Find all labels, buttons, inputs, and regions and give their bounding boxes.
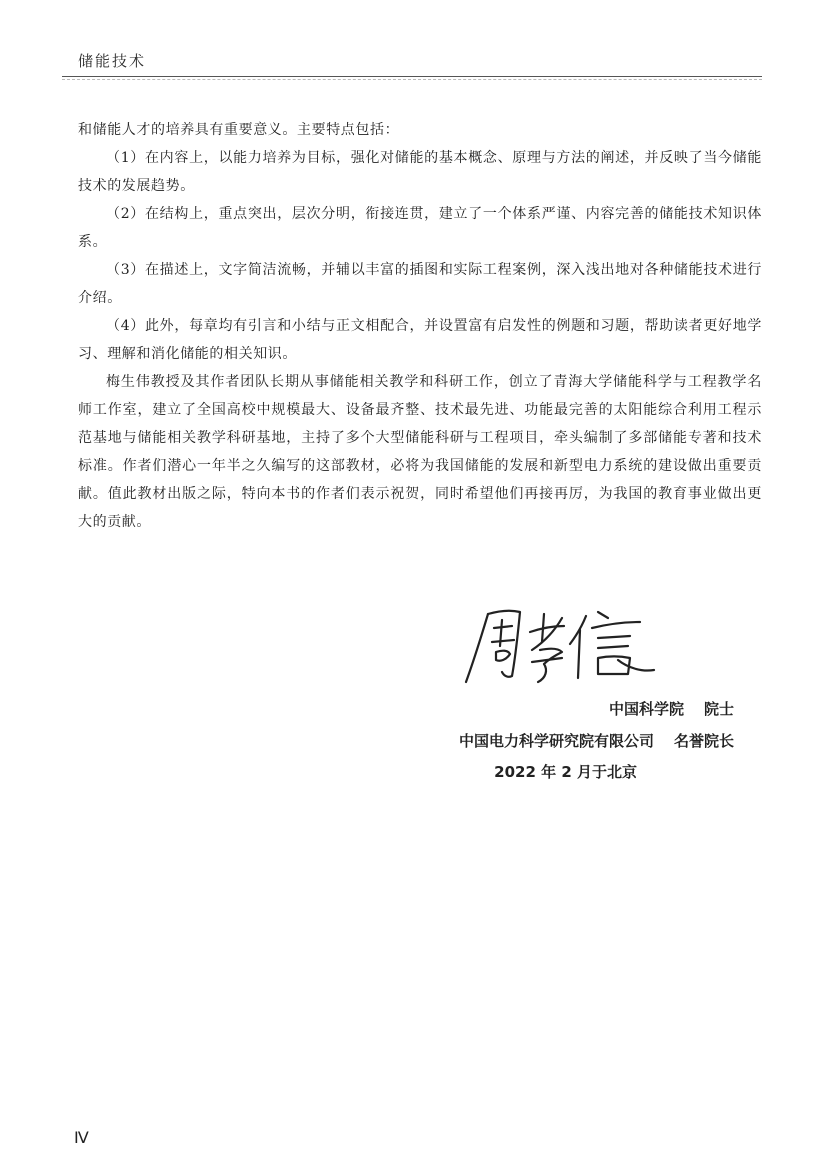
title-honorary-president: 名誉院长 [673,732,734,750]
org-academy: 中国科学院 [608,700,684,718]
paragraph-feature-3: （3）在描述上，文字简洁流畅，并辅以丰富的插图和实际工程案例，深入浅出地对各种储能技术进行介绍。 [78,262,762,306]
org-institute: 中国电力科学研究院有限公司 [458,732,654,750]
paragraph-feature-2: （2）在结构上，重点突出，层次分明，衔接连贯，建立了一个体系严谨、内容完善的储能技术知识体系。 [78,206,762,250]
affiliation-institute [459,730,734,751]
handwritten-signature [458,598,658,688]
title-academician: 院士 [703,700,734,718]
page-number: Ⅳ [74,1128,89,1147]
paragraph-feature-4: （4）此外，每章均有引言和小结与正文相配合，并设置富有启发性的例题和习题，帮助读者更好地学习、理解和消化储能的相关知识。 [78,318,762,362]
signature-date: 2022 年 2 月于北京 [494,763,637,781]
paragraph-feature-1: （1）在内容上，以能力培养为目标，强化对储能的基本概念、原理与方法的阐述，并反映了当今储能技术的发展趋势。 [78,150,762,194]
affiliation-academy [609,698,734,719]
running-header: 储能技术 [78,52,147,70]
header-rule [62,76,762,77]
body-text [78,116,762,536]
header-rule-secondary [62,79,762,80]
paragraph-closing: 梅生伟教授及其作者团队长期从事储能相关教学和科研工作，创立了青海大学储能科学与工程教学名师工作室，建立了全国高校中规模最大、设备最齐整、技术最先进、功能最完善的太阳能综合利用工程示范基地与储能相关教学科研基地，主持了多个大型储能科研与工程项目，牵头编制了多部储能专著和技术标准。作者们潜心一年半之久编写的这部教材，必将为我国储能的发展和新型电力系统的建设做出重要贡献。值此教材出版之际，特向本书的作者们表示祝贺，同时希望他们再接再厉，为我国的教育事业做出更大的贡献。 [78,374,762,530]
paragraph-continuation: 和储能人才的培养具有重要意义。主要特点包括： [78,122,400,138]
